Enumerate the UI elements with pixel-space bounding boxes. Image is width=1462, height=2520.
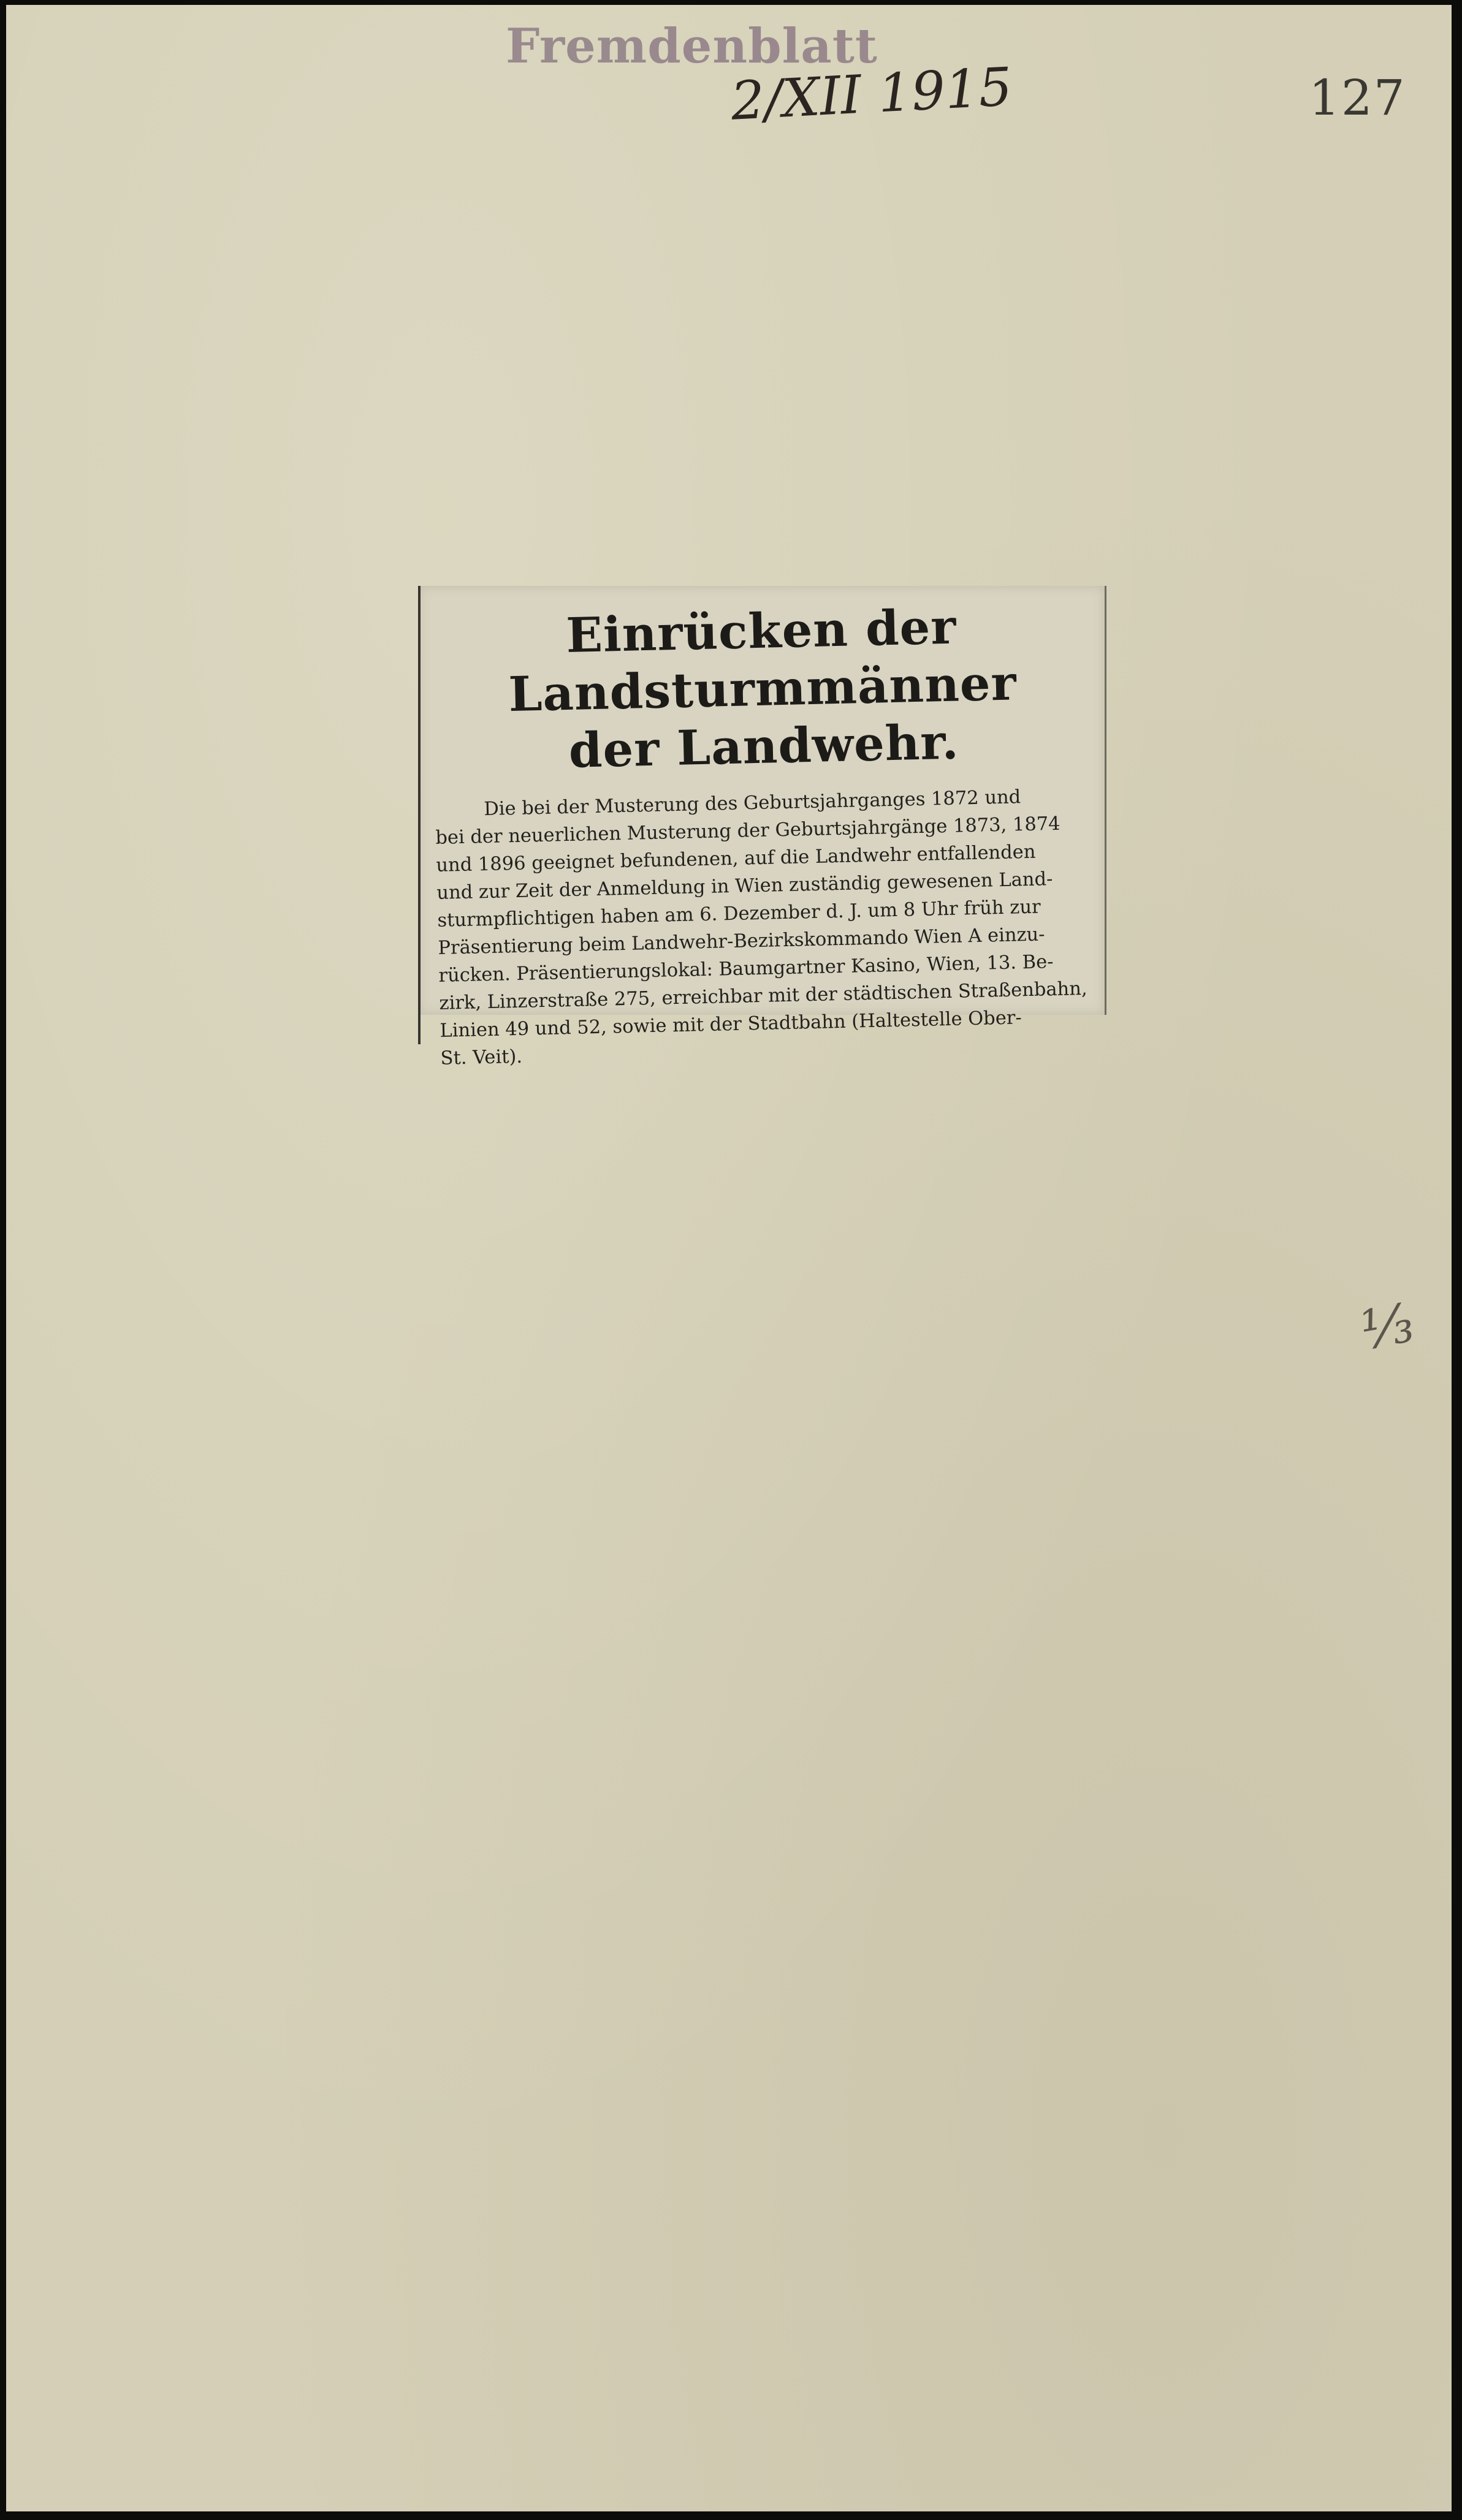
article-line: zirk, Linzerstraße 275, erreichbar mit der städtischen Straßenbahn, [439,977,1087,1014]
headline-line-1: Einrücken der Landsturmmänner [508,599,1018,723]
article-headline [430,596,1095,783]
page-number: 127 [1309,69,1406,126]
clipping-column-rule [418,586,421,1044]
article-line: und 1896 geeignet befundenen, auf die Landwehr entfallenden [436,841,1036,876]
article-line: sturmpflichtigen haben am 6. Dezember d. J. um 8 Uhr früh zur [437,896,1041,932]
margin-pencil-mark: ⅓ [1355,1291,1418,1362]
newspaper-stamp: Fremdenblatt [506,18,878,74]
headline-line-2: der Landwehr. [568,714,960,779]
article-line: Präsentierung beim Landwehr-Bezirkskommando Wien A einzu- [438,924,1045,959]
article-body [435,781,1102,1072]
newspaper-clipping [418,586,1106,1069]
article-line: bei der neuerlichen Musterung der Geburtsjahrgänge 1873, 1874 [435,813,1060,849]
article-line: rücken. Präsentierungslokal: Baumgartner Kasino, Wien, 13. Be- [438,951,1054,987]
article-line: Linien 49 und 52, sowie mit der Stadtbahn (Haltestelle Ober- [440,1007,1022,1042]
clipping-content [430,596,1102,1072]
handwritten-date: 2/XII 1915 [729,56,1014,132]
archive-sheet [6,5,1452,2511]
article-line: St. Veit). [440,1046,523,1069]
article-line: Die bei der Musterung des Geburtsjahrganges 1872 und [483,786,1021,821]
article-line: und zur Zeit der Anmeldung in Wien zuständig gewesenen Land- [436,868,1053,904]
